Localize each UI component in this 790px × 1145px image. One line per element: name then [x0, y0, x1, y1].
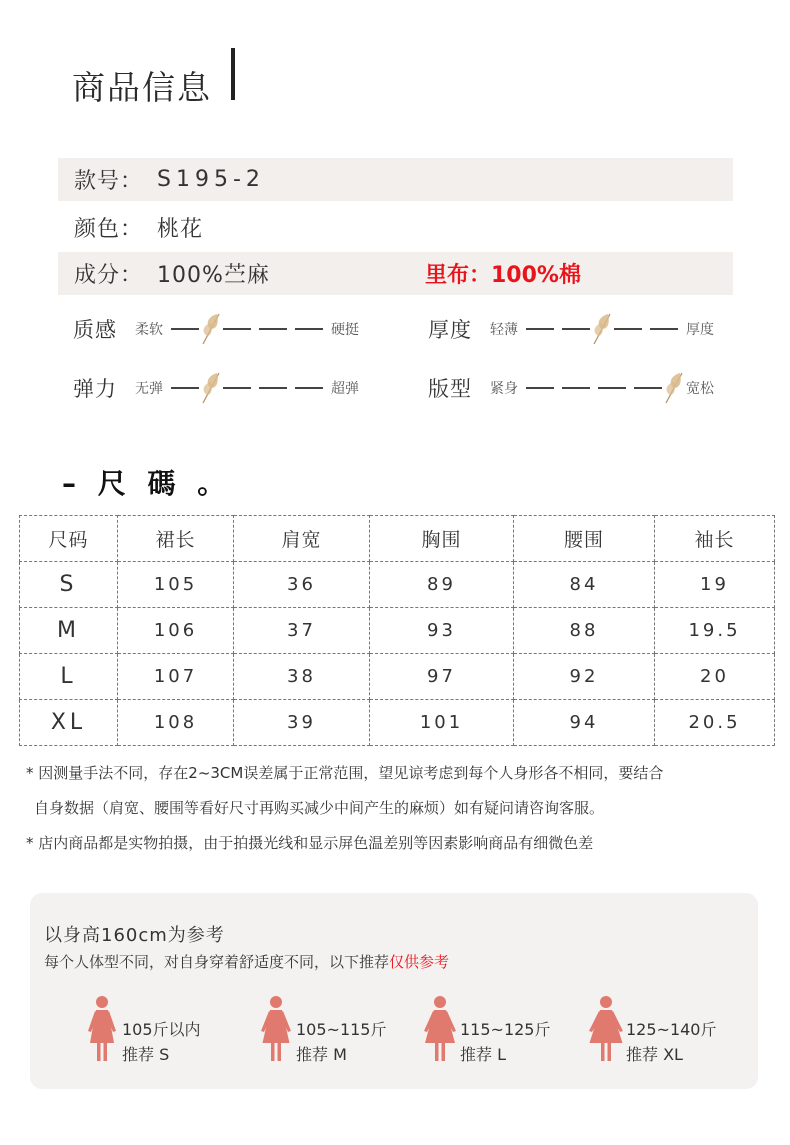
leaf-marker-icon: [197, 311, 225, 347]
fabric-value: 100%苎麻: [157, 263, 270, 288]
leaf-marker-icon: [660, 370, 688, 406]
figure-l: [420, 993, 580, 1065]
scale-segment: [614, 328, 642, 330]
scale-track: [522, 311, 682, 347]
table-cell: 88: [514, 608, 655, 654]
size-table: [19, 515, 775, 746]
scale-segment: [295, 328, 323, 330]
scale-right-label: 厚度: [686, 322, 714, 338]
table-cell: 19: [655, 562, 775, 608]
table-cell: 20.5: [655, 700, 775, 746]
scale-name: 质感: [73, 318, 117, 342]
table-cell: 92: [514, 654, 655, 700]
scale-track: [522, 370, 682, 406]
figure-s: [82, 993, 242, 1065]
table-cell: 108: [118, 700, 234, 746]
size-section-heading: – 尺 碼 。: [62, 467, 232, 500]
table-cell: 101: [370, 700, 514, 746]
figure-recommend: 推荐 S: [122, 1045, 170, 1064]
header-cell: 腰围: [514, 516, 655, 562]
scale-segment: [223, 328, 251, 330]
page-title: 商品信息: [72, 68, 212, 107]
scale-right-label: 硬挺: [331, 322, 359, 338]
scale-track: [167, 370, 327, 406]
reference-subtitle-text: 每个人体型不同，对自身穿着舒适度不同，以下推荐: [44, 953, 390, 971]
scale-segment: [259, 328, 287, 330]
title-bar-divider: [231, 48, 235, 100]
figure-m: [256, 993, 416, 1065]
scale-thickness: [428, 309, 714, 349]
fabric-row: [58, 252, 733, 295]
header-cell: 袖长: [655, 516, 775, 562]
table-cell: 36: [234, 562, 370, 608]
scale-fit: [428, 368, 714, 408]
scale-name: 厚度: [428, 318, 472, 342]
size-cell: XL: [20, 700, 118, 746]
header-cell: 尺码: [20, 516, 118, 562]
scale-left-label: 柔软: [135, 322, 163, 338]
scale-name: 版型: [428, 377, 472, 401]
scale-segment: [562, 328, 590, 330]
color-value: 桃花: [157, 217, 204, 242]
fabric-label: 成分：: [74, 263, 144, 288]
figure-weight: 115~125斤: [460, 1020, 551, 1039]
scale-texture: [73, 309, 359, 349]
table-cell: 105: [118, 562, 234, 608]
table-cell: 39: [234, 700, 370, 746]
figure-weight: 105斤以内: [122, 1020, 201, 1039]
figure-xl: [586, 993, 746, 1065]
leaf-marker-icon: [588, 311, 616, 347]
model-row: [58, 158, 733, 201]
scale-left-label: 轻薄: [490, 322, 518, 338]
scale-segment: [171, 387, 199, 389]
size-reference-panel: [30, 893, 758, 1089]
scale-segment: [598, 387, 626, 389]
table-row: [20, 700, 775, 746]
scale-segment: [650, 328, 678, 330]
scale-left-label: 紧身: [490, 381, 518, 397]
scale-segment: [526, 387, 554, 389]
header-cell: 胸围: [370, 516, 514, 562]
table-cell: 19.5: [655, 608, 775, 654]
figure-weight: 125~140斤: [626, 1020, 717, 1039]
table-row: [20, 654, 775, 700]
table-cell: 20: [655, 654, 775, 700]
size-cell: M: [20, 608, 118, 654]
table-cell: 107: [118, 654, 234, 700]
note-measurement-cont: 自身数据（肩宽、腰围等看好尺寸再购买减少中间产生的麻烦）如有疑问请咨询客服。: [34, 799, 605, 817]
table-cell: 38: [234, 654, 370, 700]
scale-elasticity: [73, 368, 359, 408]
header-cell: 肩宽: [234, 516, 370, 562]
leaf-marker-icon: [197, 370, 225, 406]
model-value: S195-2: [157, 167, 265, 192]
size-cell: S: [20, 562, 118, 608]
size-cell: L: [20, 654, 118, 700]
note-measurement: * 因测量手法不同，存在2~3CM误差属于正常范围，望见谅考虑到每个人身形各不相同，要结合: [26, 764, 664, 782]
table-cell: 84: [514, 562, 655, 608]
figure-recommend: 推荐 XL: [626, 1045, 683, 1064]
scale-name: 弹力: [73, 377, 117, 401]
table-row: [20, 608, 775, 654]
reference-title: 以身高160cm为参考: [44, 925, 225, 946]
table-cell: 93: [370, 608, 514, 654]
table-cell: 97: [370, 654, 514, 700]
scale-segment: [171, 328, 199, 330]
scale-segment: [259, 387, 287, 389]
table-cell: 37: [234, 608, 370, 654]
scale-segment: [526, 328, 554, 330]
table-row: [20, 562, 775, 608]
note-color-difference: * 店内商品都是实物拍摄，由于拍摄光线和显示屏色温差别等因素影响商品有细微色差: [26, 834, 594, 852]
table-cell: 89: [370, 562, 514, 608]
table-cell: 106: [118, 608, 234, 654]
table-header-row: [20, 516, 775, 562]
color-label: 颜色：: [74, 217, 144, 242]
figure-recommend: 推荐 M: [296, 1045, 347, 1064]
figure-recommend: 推荐 L: [460, 1045, 507, 1064]
scale-right-label: 超弹: [331, 381, 359, 397]
figure-weight: 105~115斤: [296, 1020, 387, 1039]
color-row: [58, 206, 733, 249]
scale-right-label: 宽松: [686, 381, 714, 397]
scale-segment: [562, 387, 590, 389]
scale-segment: [634, 387, 662, 389]
scale-left-label: 无弹: [135, 381, 163, 397]
model-label: 款号：: [74, 169, 144, 194]
reference-highlight: 仅供参考: [389, 953, 450, 971]
table-cell: 94: [514, 700, 655, 746]
scale-track: [167, 311, 327, 347]
lining-value: 里布：100%棉: [425, 263, 581, 288]
scale-segment: [223, 387, 251, 389]
reference-subtitle: [44, 951, 449, 972]
header-cell: 裙长: [118, 516, 234, 562]
scale-segment: [295, 387, 323, 389]
